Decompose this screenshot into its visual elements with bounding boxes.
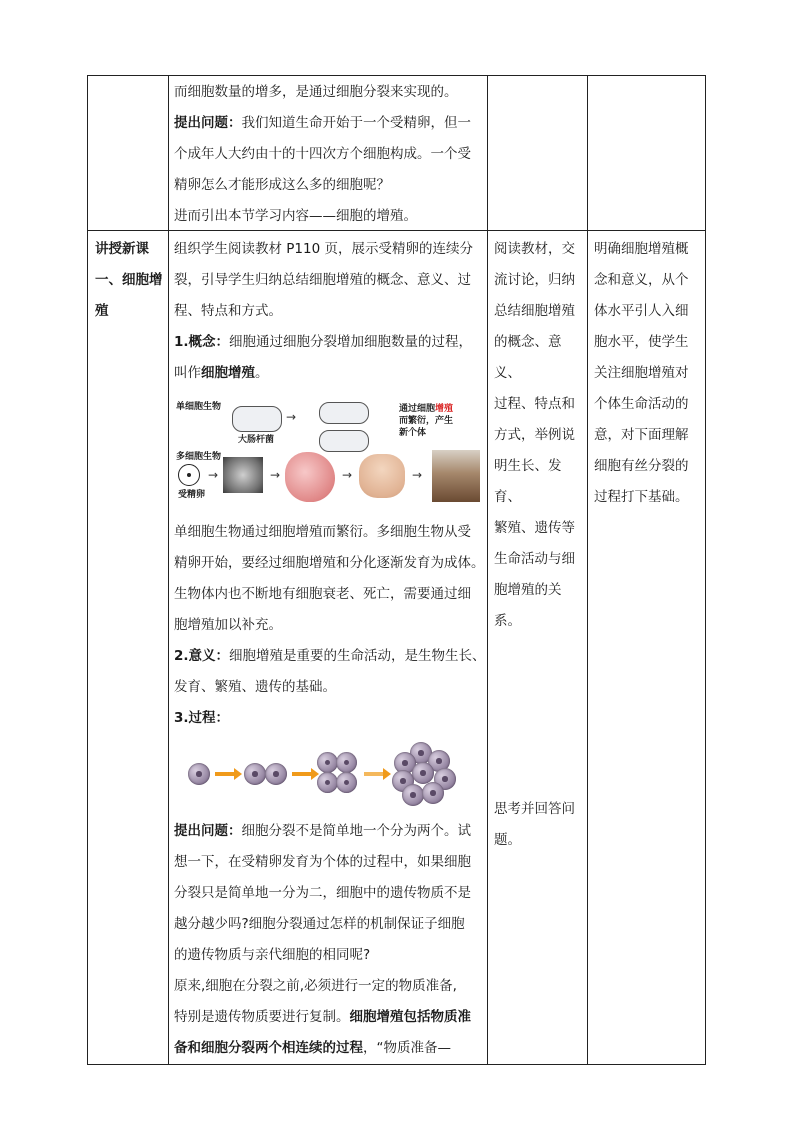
bacterium-cell	[319, 430, 369, 452]
student-line: 胞增殖的关系。	[494, 582, 562, 629]
reason-text: 特别是遗传物质要进行复制。	[174, 1009, 350, 1025]
design-line: 个体生命活动的	[594, 396, 689, 412]
figure-note-highlight: 增殖	[435, 404, 454, 414]
reason-highlight: 细胞增殖包括物质准	[349, 1009, 471, 1025]
reason-text: ，“物质准备—	[363, 1040, 451, 1056]
figure-note-highlight: 新个体	[399, 428, 427, 438]
student-line: 流讨论，归纳	[494, 272, 575, 288]
cell-icon	[244, 763, 266, 785]
figure-note-text: 而繁衍，产生	[399, 416, 454, 426]
student-line: 题。	[494, 832, 521, 848]
arrow-icon: →	[342, 468, 353, 482]
student-line: 明生长、发育、	[494, 458, 562, 505]
student-line: 方式，举例说	[494, 427, 575, 443]
cell-icon	[336, 752, 357, 773]
student-line: 过程、特点和	[494, 396, 575, 412]
question-label: 提出问题：	[174, 823, 242, 839]
arrow-icon: →	[208, 468, 219, 482]
figure-note	[399, 404, 453, 415]
teacher-explain	[174, 517, 486, 734]
cell-division-figure	[174, 736, 486, 814]
explain-line: 精卵开始，要经过细胞增殖和分化逐渐发育为成体。	[174, 555, 485, 571]
question-text: 细胞分裂不是简单地一个分为两个。试	[241, 823, 471, 839]
concept-text: 细胞通过细胞分裂增加细胞数量的过程，	[229, 334, 473, 350]
fetus-image	[285, 452, 335, 502]
concept-text: 叫作	[174, 365, 201, 381]
zygote-cell	[178, 464, 200, 486]
student-line: 的概念、意义、	[494, 334, 562, 381]
embryo-image	[223, 457, 263, 493]
zygote-label: 受精卵	[178, 490, 206, 500]
intro-line: 精卵怎么才能形成这么多的细胞呢？	[174, 177, 390, 193]
reason-line	[174, 1002, 486, 1033]
explain-line: 生物体内也不断地有细胞衰老、死亡，需要通过细	[174, 586, 471, 602]
column-divider	[487, 76, 488, 1064]
arrow-icon	[215, 772, 235, 776]
concept-text: 。	[255, 365, 269, 381]
intro-line: 而细胞数量的增多，是通过细胞分裂来实现的。	[174, 84, 458, 100]
column-divider	[587, 76, 588, 1064]
figure-note-text: 通过细胞	[399, 404, 436, 414]
reason-text: 原来,细胞在分裂之前,必须进行一定的物质准备,	[174, 978, 457, 994]
design-intent	[594, 234, 706, 513]
design-line: 念和意义，从个	[594, 272, 689, 288]
design-line: 关注细胞增殖对	[594, 365, 689, 381]
teacher-line: 裂，引导学生归纳总结细胞增殖的概念、意义、过	[174, 272, 471, 288]
design-line: 细胞有丝分裂的	[594, 458, 689, 474]
concept-line	[174, 327, 486, 358]
student-line: 阅读教材，交	[494, 241, 575, 257]
cell-icon	[336, 772, 357, 793]
unicellular-label: 单细胞生物	[176, 402, 222, 412]
question-text: 的遗传物质与亲代细胞的相同呢?	[174, 947, 371, 963]
concept-term: 细胞增殖	[201, 365, 255, 381]
proliferation-figure	[174, 394, 486, 506]
reason-line	[174, 1033, 486, 1064]
arrow-icon	[292, 772, 312, 776]
arrow-icon: →	[270, 468, 281, 482]
student-activity	[494, 234, 586, 637]
lesson-table	[87, 75, 706, 1065]
baby-image	[359, 454, 405, 498]
question-text: 分裂只是简单地一分为二，细胞中的遗传物质不是	[174, 885, 471, 901]
concept-label: 1.概念：	[174, 334, 230, 350]
student-line: 繁殖、遗传等	[494, 520, 575, 536]
intro-cell	[174, 76, 486, 232]
intro-line: 我们知道生命开始于一个受精卵，但一	[241, 115, 471, 131]
teacher-line: 组织学生阅读教材 P110 页，展示受精卵的连续分	[174, 241, 473, 257]
concept-line	[174, 358, 486, 389]
student-line: 生命活动与细	[494, 551, 575, 567]
meaning-label: 2.意义：	[174, 648, 230, 664]
elder-image	[432, 450, 480, 502]
cell-icon	[317, 772, 338, 793]
cell-cluster-icon	[392, 742, 456, 806]
section-title-line: 讲授新课	[95, 241, 149, 257]
teacher-activity	[174, 234, 486, 389]
arrow-icon: →	[412, 468, 423, 482]
design-line: 过程打下基础。	[594, 489, 689, 505]
ecoli-label: 大肠杆菌	[238, 435, 275, 445]
explain-line: 单细胞生物通过细胞增殖而繁衍。多细胞生物从受	[174, 524, 471, 540]
design-line: 意，对下面理解	[594, 427, 689, 443]
design-line: 胞水平，使学生	[594, 334, 689, 350]
student-line: 思考并回答问	[494, 801, 575, 817]
bacterium-cell	[232, 406, 282, 432]
section-title	[95, 234, 167, 327]
explain-line: 胞增殖加以补充。	[174, 617, 282, 633]
meaning-text: 细胞增殖是重要的生命活动，是生物生长、	[229, 648, 486, 664]
student-think	[494, 794, 586, 856]
cell-icon	[188, 763, 210, 785]
question-label: 提出问题：	[174, 115, 242, 131]
teacher-line: 程、特点和方式。	[174, 303, 282, 319]
reason-highlight: 备和细胞分裂两个相连续的过程	[174, 1040, 363, 1056]
design-line: 明确细胞增殖概	[594, 241, 689, 257]
arrow-icon: →	[286, 410, 297, 424]
design-line: 体水平引人入细	[594, 303, 689, 319]
teacher-question	[174, 816, 486, 1064]
arrow-icon	[364, 772, 384, 776]
intro-line: 个成年人大约由十的十四次方个细胞构成。一个受	[174, 146, 471, 162]
meaning-line	[174, 641, 486, 672]
process-label: 3.过程：	[174, 710, 230, 726]
bacterium-cell	[319, 402, 369, 424]
student-line: 总结细胞增殖	[494, 303, 575, 319]
question-text: 想一下，在受精卵发育为个体的过程中，如果细胞	[174, 854, 471, 870]
cell-icon	[317, 752, 338, 773]
section-title-line: 殖	[95, 303, 109, 319]
section-title-line: 一、细胞增	[95, 272, 163, 288]
question-text: 越分越少吗?细胞分裂通过怎样的机制保证子细胞	[174, 916, 465, 932]
cell-icon	[265, 763, 287, 785]
multicellular-label: 多细胞生物	[176, 452, 222, 462]
intro-line: 进而引出本节学习内容——细胞的增殖。	[174, 208, 417, 224]
intro-question	[174, 108, 486, 139]
meaning-text: 发育、繁殖、遗传的基础。	[174, 679, 336, 695]
column-divider	[168, 76, 169, 1064]
question-line	[174, 816, 486, 847]
